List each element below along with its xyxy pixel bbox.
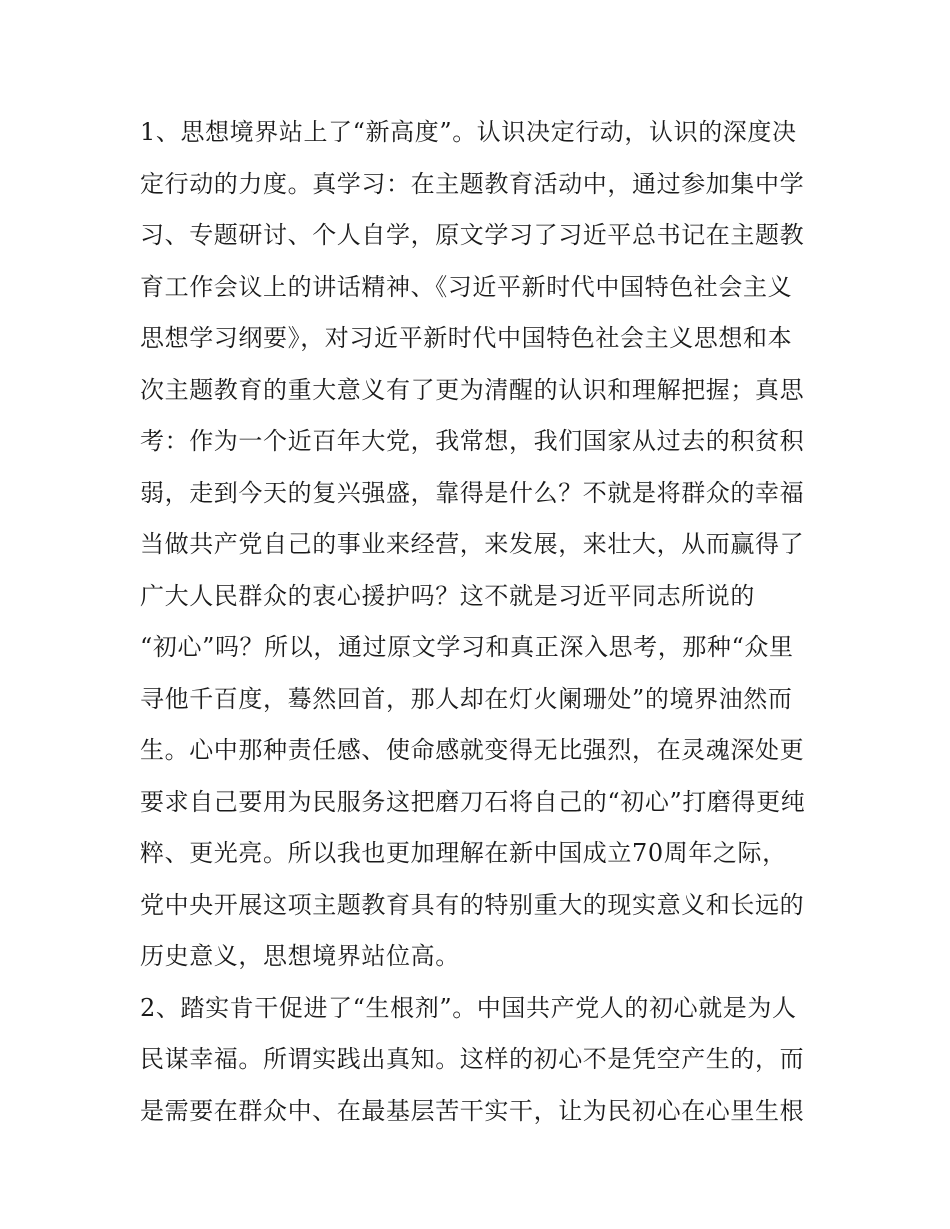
- text-line: 民谋幸福。所谓实践出真知。这样的初心不是凭空产生的，而: [140, 1045, 805, 1073]
- text-line: 习、专题研讨、个人自学，原文学习了习近平总书记在主题教: [140, 221, 805, 249]
- text-line: 思想学习纲要》，对习近平新时代中国特色社会主义思想和本: [140, 324, 793, 352]
- text-line: 2、踏实肯干促进了“生根剂”。中国共产党人的初心就是为人: [140, 993, 797, 1022]
- text-line: 定行动的力度。真学习：在主题教育活动中，通过参加集中学: [140, 169, 805, 198]
- text-line: 育工作会议上的讲话精神、《习近平新时代中国特色社会主义: [140, 272, 793, 301]
- text-line: 寻他千百度，蓦然回首，那人却在灯火阑珊处”的境界油然而: [140, 684, 793, 713]
- text-line: 次主题教育的重大意义有了更为清醒的认识和理解把握；真思: [140, 375, 805, 404]
- document-body: [140, 107, 820, 1137]
- text-line: 考：作为一个近百年大党，我常想，我们国家从过去的积贫积: [140, 427, 805, 455]
- text-line: 当做共产党自己的事业来经营，来发展，来壮大，从而赢得了: [140, 530, 805, 558]
- text-line: 1、思想境界站上了“新高度”。认识决定行动，认识的深度决: [140, 118, 797, 146]
- text-line: 粹、更光亮。所以我也更加理解在新中国成立70周年之际，: [140, 839, 787, 867]
- text-line: 广大人民群众的衷心援护吗？这不就是习近平同志所说的: [140, 581, 755, 610]
- text-line: 是需要在群众中、在最基层苦干实干，让为民初心在心里生根: [140, 1096, 805, 1125]
- text-line: 要求自己要用为民服务这把磨刀石将自己的“初心”打磨得更纯: [140, 787, 806, 816]
- text-line: 弱，走到今天的复兴强盛，靠得是什么？不就是将群众的幸福: [140, 478, 805, 507]
- text-line: “初心”吗？所以，通过原文学习和真正深入思考，那种“众里: [140, 633, 794, 661]
- text-line: 生。心中那种责任感、使命感就变得无比强烈，在灵魂深处更: [140, 736, 805, 764]
- text-line: 党中央开展这项主题教育具有的特别重大的现实意义和长远的: [140, 890, 805, 919]
- text-line: 历史意义，思想境界站位高。: [140, 942, 460, 970]
